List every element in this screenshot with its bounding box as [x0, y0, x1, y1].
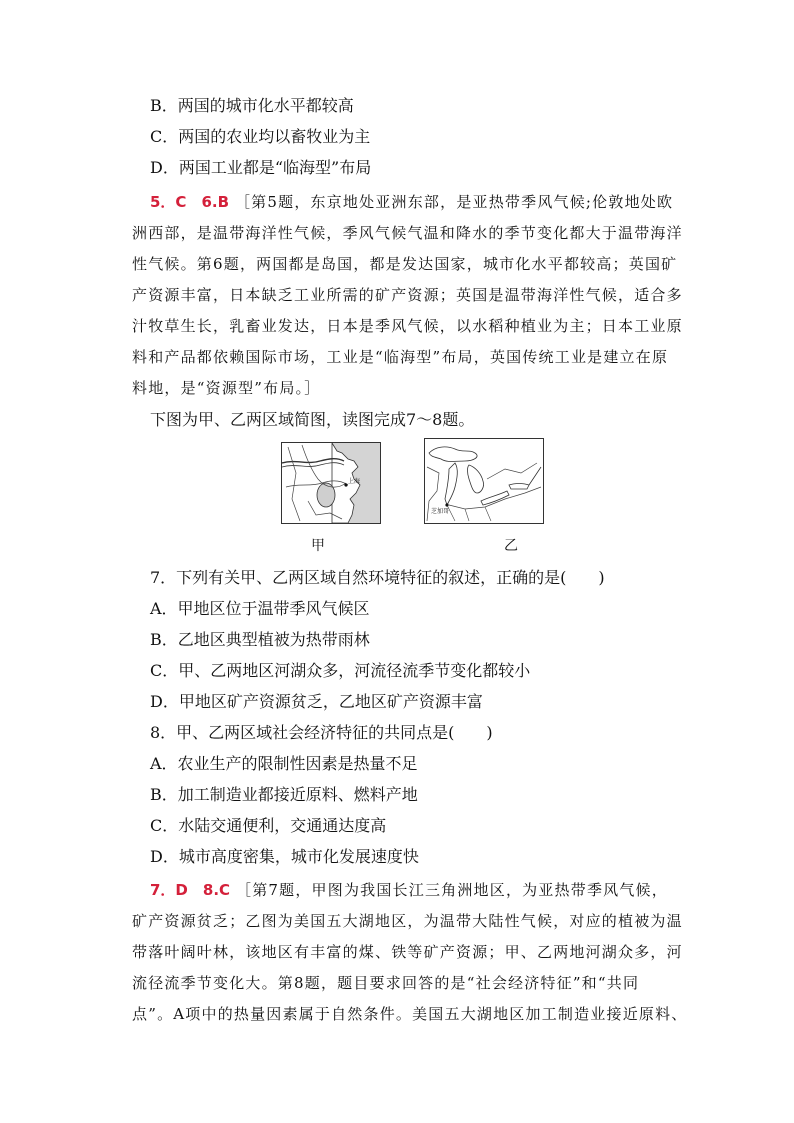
map-yi-lake-ontario — [509, 484, 529, 490]
q8-option-d: D．城市高度密集，城市化发展速度快 — [150, 847, 419, 866]
q7-option-b: B．乙地区典型植被为热带雨林 — [150, 630, 370, 649]
map-jia-railway-1 — [288, 447, 300, 521]
answer-7-8-text-1: ［第7题，甲图为我国长江三角洲地区，为亚热带季风气候， — [236, 881, 668, 899]
map-yi-drawing — [425, 439, 543, 523]
map-yi-railway-north — [487, 463, 537, 479]
q6-option-d: D．两国工业都是“临海型”布局 — [150, 158, 372, 177]
q6-option-c: C．两国的农业均以畜牧业为主 — [150, 127, 371, 146]
answer-5-6-line-5: 汁牧草生长，乳畜业发达，日本是季风气候，以水稻种植业为主；日本工业原 — [132, 317, 683, 335]
map-jia-caption: 甲 — [311, 538, 325, 554]
q7-stem: 7．下列有关甲、乙两区域自然环境特征的叙述，正确的是( ) — [150, 568, 605, 587]
map-yi-chicago-dot — [445, 503, 448, 506]
answer-7-8-line-5: 点”。A项中的热量因素属于自然条件。美国五大湖地区加工制造业接近原料、 — [132, 1005, 688, 1023]
map-yi-st-lawrence-river — [529, 467, 541, 485]
q8-option-c: C．水陆交通便利，交通通达度高 — [150, 816, 387, 835]
q7-option-a: A．甲地区位于温带季风气候区 — [150, 599, 370, 618]
q8-stem: 8．甲、乙两区域社会经济特征的共同点是( ) — [150, 723, 493, 742]
map-yi-chicago-label: 芝加哥 — [431, 508, 450, 515]
answer-5-6-line-6: 料和产品都依赖国际市场，工业是“临海型”布局，英国传统工业是建立在原 — [132, 348, 669, 366]
answer-7-8-line-1 — [150, 880, 668, 900]
map-yi-lake-huron — [468, 465, 484, 493]
map-yi-lake-superior — [429, 447, 477, 462]
answer-5-6-text-1: ［第5题，东京地处亚洲东部，是亚热带季风气候;伦敦地处欧 — [234, 193, 674, 211]
map-yi — [424, 438, 544, 524]
answer-7-8-line-4: 流径流季节变化大。第8题，题目要求回答的是“社会经济特征”和“共同 — [132, 974, 640, 992]
q8-option-a: A．农业生产的限制性因素是热量不足 — [150, 754, 418, 773]
q7-option-c: C．甲、乙两地区河湖众多，河流径流季节变化都较小 — [150, 661, 531, 680]
map-jia-drawing — [282, 443, 380, 523]
map-jia-shanghai-label: 上海 — [348, 478, 361, 485]
answer-5-6-line-1 — [150, 192, 673, 212]
answer-5-6-line-3: 性气候。第6题，两国都是岛国，都是发达国家，城市化水平都较高；英国矿 — [132, 255, 678, 273]
map-yi-lake-michigan — [445, 463, 457, 505]
answer-5-6-key: 5．C 6.B — [150, 193, 230, 211]
map-yi-caption: 乙 — [504, 538, 518, 554]
answer-7-8-line-2: 矿产资源贫乏；乙图为美国五大湖地区，为温带大陆性气候，对应的植被为温 — [132, 912, 683, 930]
q8-option-b: B．加工制造业都接近原料、燃料产地 — [150, 785, 418, 804]
map-jia-taihu-lake — [317, 483, 335, 507]
answer-7-8-line-3: 带落叶阔叶林，该地区有丰富的煤、铁等矿产资源；甲、乙两地河湖众多，河 — [132, 943, 683, 961]
answer-5-6-line-4: 产资源丰富，日本缺乏工业所需的矿产资源；英国是温带海洋性气候，适合多 — [132, 286, 683, 304]
map-jia — [281, 442, 381, 524]
q7-option-d: D．甲地区矿产资源贫乏，乙地区矿产资源丰富 — [150, 692, 483, 711]
intro-7-8: 下图为甲、乙两区域简图，读图完成7～8题。 — [150, 410, 475, 429]
answer-5-6-line-2: 洲西部，是温带海洋性气候，季风气候气温和降水的季节变化都大于温带海洋 — [132, 224, 683, 242]
q6-option-b: B．两国的城市化水平都较高 — [150, 96, 354, 115]
answer-7-8-key: 7．D 8.C — [150, 881, 231, 899]
answer-5-6-line-7: 料地，是“资源型”布局。］ — [132, 379, 321, 397]
